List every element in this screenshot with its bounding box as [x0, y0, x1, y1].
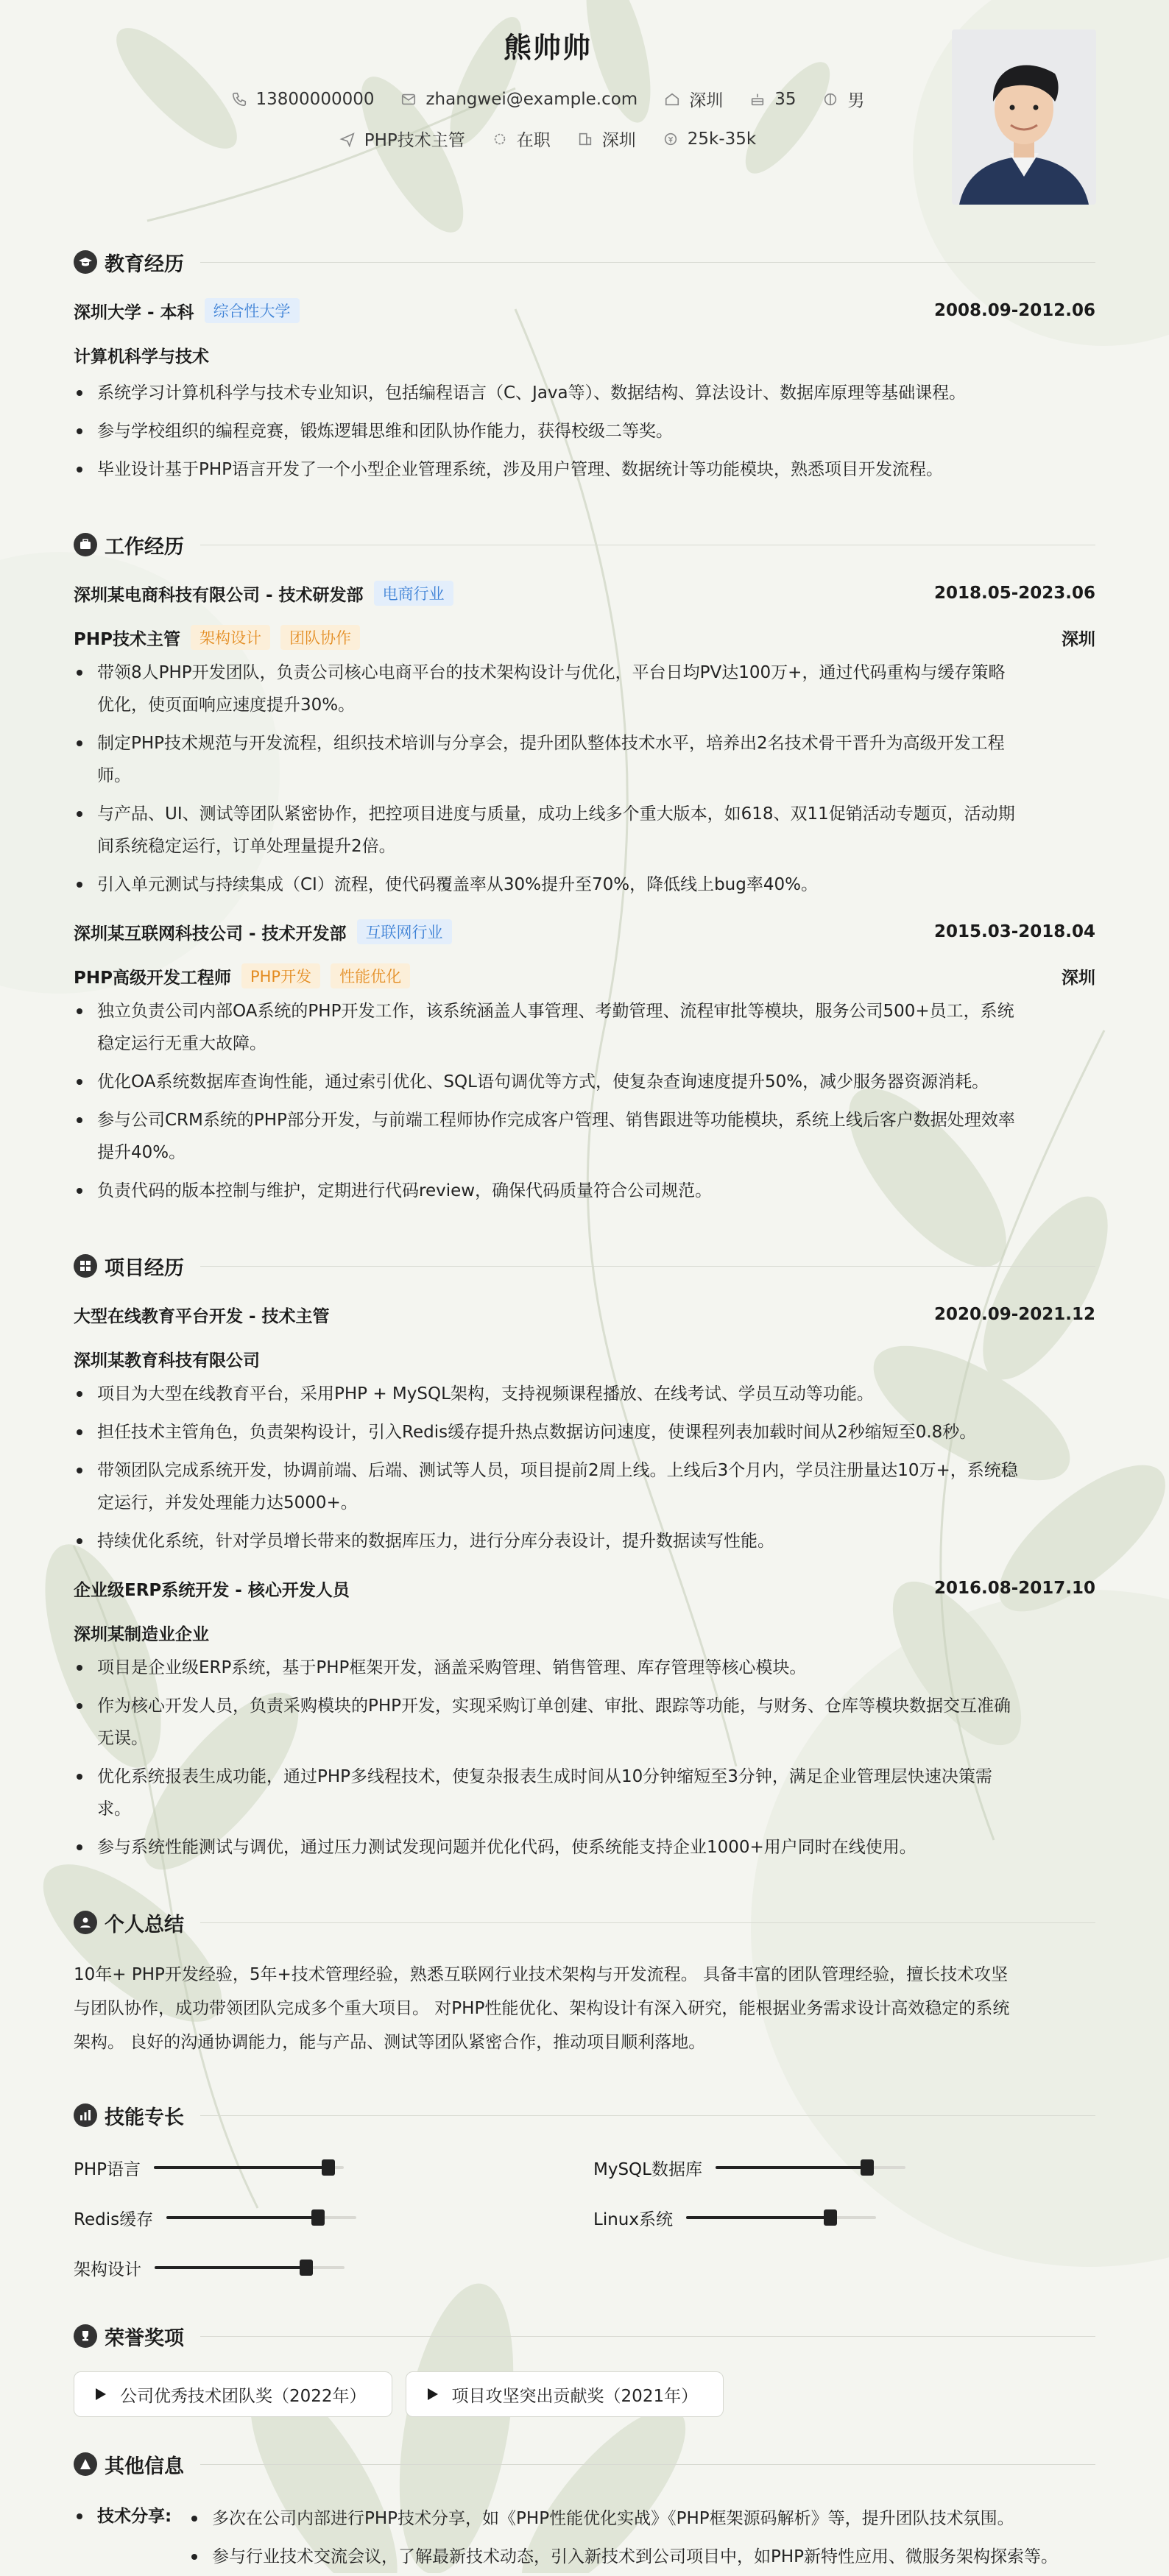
skill-name: Linux系统 — [593, 2209, 673, 2229]
home-icon — [664, 91, 680, 107]
gender-icon — [822, 91, 838, 107]
skill-fill — [686, 2216, 830, 2219]
phone-info — [231, 90, 375, 109]
list-item: 项目是企业级ERP系统，基于PHP框架开发，涵盖采购管理、销售管理、库存管理等核心模块。 — [74, 1652, 1022, 1684]
skill-fill — [716, 2166, 867, 2169]
skill-knob — [861, 2159, 874, 2176]
skill-fill — [166, 2216, 318, 2219]
skills-section — [74, 2101, 1095, 2285]
divider — [200, 1266, 1095, 1267]
gender-info — [822, 87, 864, 111]
mail-icon — [400, 91, 417, 107]
work-section — [74, 530, 1095, 1207]
list-item: 负责代码的版本控制与维护，定期进行代码review，确保代码质量符合公司规范。 — [74, 1175, 1022, 1207]
skill-item — [593, 2201, 1022, 2234]
skill-knob — [824, 2209, 837, 2226]
briefcase-icon — [74, 533, 97, 556]
project-company: 深圳某教育科技有限公司 — [74, 1351, 260, 1370]
graduation-cap-icon — [74, 250, 97, 274]
target-city-info — [577, 127, 636, 151]
status-info — [492, 127, 551, 151]
target-city-text: 深圳 — [601, 131, 636, 150]
job-intent-row — [74, 127, 1022, 151]
list-item: 引入单元测试与持续集成（CI）流程，使代码覆盖率从30%提升至70%，降低线上bug率40%。 — [74, 868, 1022, 901]
section-header — [74, 1908, 1095, 1937]
project-title: 企业级ERP系统开发 - 核心开发人员 — [74, 1580, 350, 1600]
job-header — [74, 919, 1095, 945]
skill-bar — [155, 2266, 345, 2269]
skill-bar — [154, 2166, 344, 2169]
list-item: 独立负责公司内部OA系统的PHP开发工作，该系统涵盖人事管理、考勤管理、流程审批等模块，服务公司500+员工，系统稳定运行无重大故障。 — [74, 995, 1022, 1060]
job-position-row — [74, 963, 1095, 989]
awards-section — [74, 2321, 1095, 2417]
section-header — [74, 2101, 1095, 2130]
list-item: 系统学习计算机科学与技术专业知识，包括编程语言（C、Java等）、数据结构、算法设计、数据库原理等基础课程。 — [74, 377, 1022, 409]
list-item: 作为核心开发人员，负责采购模块的PHP开发，实现采购订单创建、审批、跟踪等功能，与财务、仓库等模块数据交互准确无误。 — [74, 1690, 1022, 1755]
section-header — [74, 2321, 1095, 2351]
project-title: 大型在线教育平台开发 - 技术主管 — [74, 1306, 330, 1326]
job-city: 深圳 — [1062, 968, 1095, 988]
section-title: 教育经历 — [105, 252, 184, 276]
job-header — [74, 580, 1095, 606]
award-badge — [74, 2371, 392, 2417]
email-text: zhangwei@example.com — [425, 89, 638, 109]
skill-tag: 性能优化 — [331, 963, 410, 988]
company-dept: 深圳某互联网科技公司 - 技术开发部 — [74, 924, 347, 944]
resume-header — [74, 0, 1095, 221]
bar-chart-icon — [74, 2103, 97, 2127]
salary-info — [663, 130, 756, 149]
info-icon — [74, 2452, 97, 2476]
project-bullets — [74, 1378, 1095, 1557]
trophy-icon — [74, 2324, 97, 2348]
other-label: 技术分享: — [74, 2499, 188, 2576]
section-title: 个人总结 — [105, 1913, 184, 1936]
contact-row — [74, 87, 1022, 111]
status-icon — [492, 131, 508, 147]
list-item: 制定PHP技术规范与开发流程，组织技术培训与分享会，提升团队整体技术水平，培养出2名技术骨干晋升为高级开发工程师。 — [74, 727, 1022, 792]
summary-text: 10年+ PHP开发经验，5年+技术管理经验，熟悉互联网行业技术架构与开发流程。 具备丰富的团队管理经验，擅长技术攻坚与团队协作，成功带领团队完成多个重大项目。 对PHP性能优化、架构设计有深入研究，能根据业务需求设计高效稳定的系统架构。 良好的沟通协调能力，能与产品、测试等团队紧密合作，推动项目顺利落地。 — [74, 1965, 1010, 2052]
skills-grid — [74, 2151, 1095, 2285]
project-company: 深圳某制造业企业 — [74, 1624, 209, 1644]
section-header — [74, 1251, 1095, 1281]
section-title: 工作经历 — [105, 535, 184, 559]
job-date: 2018.05-2023.06 — [933, 584, 1095, 603]
cake-icon — [749, 91, 766, 107]
list-item: 毕业设计基于PHP语言开发了一个小型企业管理系统，涉及用户管理、数据统计等功能模块，熟悉项目开发流程。 — [74, 453, 1022, 486]
company-dept: 深圳某电商科技有限公司 - 技术研发部 — [74, 585, 364, 605]
status-text: 在职 — [516, 131, 551, 150]
list-item: 参与学校组织的编程竞赛，锻炼逻辑思维和团队协作能力，获得校级二等奖。 — [74, 415, 1022, 447]
list-item: 参与行业技术交流会议，了解最新技术动态，引入新技术到公司项目中，如PHP新特性应用、微服务架构探索等。 — [188, 2538, 1058, 2576]
list-item: 与产品、UI、测试等团队紧密协作，把控项目进度与质量，成功上线多个重大版本，如618、双11促销活动专题页，活动期间系统稳定运行，订单处理量提升2倍。 — [74, 798, 1022, 863]
education-section — [74, 247, 1095, 486]
project-company-row — [74, 1619, 1095, 1646]
section-title: 荣誉奖项 — [105, 2326, 184, 2350]
email-info — [400, 90, 638, 109]
divider — [200, 2464, 1095, 2465]
divider — [200, 2115, 1095, 2116]
skill-name: Redis缓存 — [74, 2209, 154, 2229]
skill-fill — [154, 2166, 328, 2169]
award-text: 项目攻坚突出贡献奖（2021年） — [451, 2386, 699, 2406]
job-city: 深圳 — [1062, 629, 1095, 649]
awards-list — [74, 2371, 1095, 2417]
project-header — [74, 1301, 1095, 1328]
project-header — [74, 1575, 1095, 1602]
list-item: 参与系统性能测试与调优，通过压力测试发现问题并优化代码，使系统能支持企业1000+用户同时在线使用。 — [74, 1831, 1022, 1864]
list-item: 项目为大型在线教育平台，采用PHP + MySQL架构，支持视频课程播放、在线考试、学员互动等功能。 — [74, 1378, 1022, 1410]
project-date: 2020.09-2021.12 — [933, 1305, 1095, 1324]
section-title: 技能专长 — [105, 2106, 184, 2129]
divider — [200, 2336, 1095, 2337]
list-item: 多次在公司内部进行PHP技术分享，如《PHP性能优化实战》《PHP框架源码解析》等，提升团队技术氛围。 — [188, 2499, 1058, 2538]
skill-item — [74, 2201, 593, 2234]
section-title: 其他信息 — [105, 2455, 184, 2478]
list-item: 担任技术主管角色，负责架构设计，引入Redis缓存提升热点数据访问速度，使课程列表加载时间从2秒缩短至0.8秒。 — [74, 1416, 1022, 1448]
projects-section — [74, 1251, 1095, 1864]
list-item: 优化OA系统数据库查询性能，通过索引优化、SQL语句调优等方式，使复杂查询速度提升50%，减少服务器资源消耗。 — [74, 1066, 1022, 1098]
summary-section — [74, 1908, 1095, 2059]
skill-tag: 架构设计 — [191, 625, 270, 650]
section-header — [74, 247, 1095, 277]
skill-tag: 团队协作 — [280, 625, 360, 650]
section-header — [74, 530, 1095, 559]
skill-item — [593, 2151, 1022, 2184]
job-bullets — [74, 995, 1095, 1207]
school-type-tag: 综合性大学 — [205, 298, 300, 323]
project-bullets — [74, 1652, 1095, 1864]
target-position-text: PHP技术主管 — [364, 131, 465, 150]
skill-item — [74, 2251, 593, 2285]
gender-text: 男 — [847, 91, 865, 110]
phone-icon — [231, 91, 247, 107]
project-company-row — [74, 1345, 1095, 1372]
grid-icon — [74, 1254, 97, 1278]
location-text: 深圳 — [689, 91, 724, 110]
skill-bar — [716, 2166, 905, 2169]
candidate-name: 熊帅帅 — [503, 32, 592, 64]
section-title: 项目经历 — [105, 1256, 184, 1280]
phone-text: 13800000000 — [255, 89, 375, 109]
position: PHP高级开发工程师 — [74, 968, 231, 988]
target-position-info — [339, 127, 465, 151]
education-date: 2008.09-2012.06 — [933, 301, 1095, 320]
list-item: 持续优化系统，针对学员增长带来的数据库压力，进行分库分表设计，提升数据读写性能。 — [74, 1525, 1022, 1557]
salary-text: 25k-35k — [687, 129, 757, 149]
section-header — [74, 2449, 1095, 2479]
school-degree: 深圳大学 - 本科 — [74, 302, 194, 322]
play-triangle-icon — [427, 2388, 439, 2401]
award-badge — [406, 2371, 724, 2417]
money-icon — [663, 131, 679, 147]
list-item: 带领团队完成系统开发，协调前端、后端、测试等人员，项目提前2周上线。上线后3个月内，学员注册量达10万+，系统稳定运行，并发处理能力达5000+。 — [74, 1454, 1022, 1519]
education-bullets — [74, 377, 1095, 486]
skill-knob — [311, 2209, 325, 2226]
job-bullets — [74, 657, 1095, 901]
award-text: 公司优秀技术团队奖（2022年） — [120, 2386, 367, 2406]
skill-knob — [322, 2159, 335, 2176]
skill-name: 架构设计 — [74, 2260, 141, 2279]
skill-fill — [155, 2266, 306, 2269]
skill-bar — [686, 2216, 876, 2219]
resume-page — [74, 0, 1095, 2576]
age-text: 35 — [774, 89, 797, 109]
profile-photo — [952, 29, 1096, 205]
play-triangle-icon — [95, 2388, 107, 2401]
skill-name: MySQL数据库 — [593, 2159, 702, 2179]
skill-tag: PHP开发 — [241, 963, 320, 988]
other-info-row — [74, 2499, 1095, 2576]
skill-knob — [300, 2260, 313, 2276]
age-info — [749, 90, 796, 109]
skill-name: PHP语言 — [74, 2159, 141, 2179]
location-info — [664, 87, 723, 111]
building-icon — [577, 131, 593, 147]
education-entry-header — [74, 297, 1095, 324]
major-row — [74, 342, 1095, 368]
list-item: 优化系统报表生成功能，通过PHP多线程技术，使复杂报表生成时间从10分钟缩短至3分钟，满足企业管理层快速决策需求。 — [74, 1761, 1022, 1825]
project-date: 2016.08-2017.10 — [933, 1579, 1095, 1598]
list-item: 参与公司CRM系统的PHP部分开发，与前端工程师协作完成客户管理、销售跟进等功能模块，系统上线后客户数据处理效率提升40%。 — [74, 1104, 1022, 1169]
major: 计算机科学与技术 — [74, 347, 209, 367]
job-position-row — [74, 624, 1095, 651]
skill-bar — [166, 2216, 356, 2219]
position: PHP技术主管 — [74, 629, 180, 649]
send-icon — [339, 131, 356, 147]
job-date: 2015.03-2018.04 — [933, 922, 1095, 941]
user-icon — [74, 1911, 97, 1934]
list-item: 带领8人PHP开发团队，负责公司核心电商平台的技术架构设计与优化，平台日均PV达100万+，通过代码重构与缓存策略优化，使页面响应速度提升30%。 — [74, 657, 1022, 721]
industry-tag: 互联网行业 — [357, 919, 452, 944]
divider — [200, 1922, 1095, 1923]
skill-item — [74, 2151, 593, 2184]
other-section — [74, 2449, 1095, 2576]
divider — [200, 262, 1095, 263]
industry-tag: 电商行业 — [374, 581, 453, 606]
other-bullets — [188, 2499, 1058, 2576]
